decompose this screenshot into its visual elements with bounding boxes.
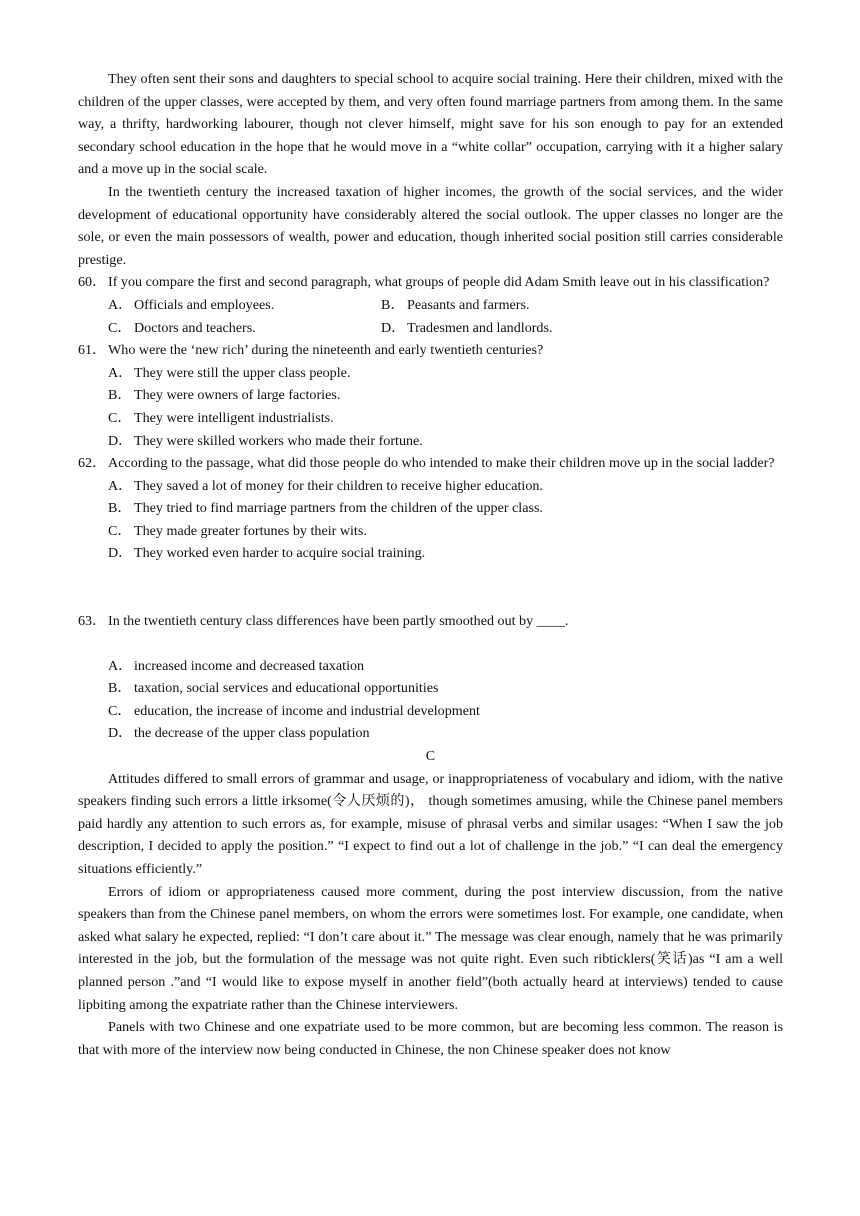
option-letter: C． <box>108 319 132 336</box>
option-text: They made greater fortunes by their wits. <box>134 522 367 539</box>
question-60 <box>78 271 783 339</box>
passage-b-paragraph: They often sent their sons and daughters to special school to acquire social training. Here their children, mixed with the children of the upper classes, were accepted by them, and very often found marriage partners from among them. In the same way, a thrifty, hardworking labourer, though not clever himself, might save for his son enough to pay for an extended secondary school education in the hope that he would move in a “white collar” occupation, carrying with it a higher salary and a move up in the social scale. <box>78 71 783 178</box>
option-letter: C． <box>108 702 132 719</box>
question-text: If you compare the first and second paragraph, what groups of people did Adam Smith leave out in his classification? <box>108 274 770 291</box>
option-letter: D． <box>108 725 133 742</box>
option-b <box>108 384 783 407</box>
option-d <box>381 317 681 340</box>
question-61 <box>78 339 783 452</box>
option-letter: B． <box>381 296 405 313</box>
option-letter: C． <box>108 522 132 539</box>
option-letter: B． <box>108 500 132 517</box>
option-text: They were owners of large factories. <box>134 387 341 404</box>
option-text: They were still the upper class people. <box>134 364 351 381</box>
section-c-paragraph: Attitudes differed to small errors of grammar and usage, or inappropriateness of vocabulary and idiom, with the native speakers finding such errors a little irksome(令人厌烦的)， though sometimes amusing, while the Chinese panel members paid hardly any attention to such errors as, for example, misuse of phrasal verbs and similar usages: “When I saw the job description, I decided to apply the position.” “I expect to find out a lot of challenge in the job.” “I can deal the emergency situations efficiently.” <box>78 770 783 877</box>
option-text: Peasants and farmers. <box>407 296 530 313</box>
option-letter: A． <box>108 364 133 381</box>
question-62 <box>78 452 783 565</box>
option-text: They worked even harder to acquire social training. <box>134 545 426 562</box>
passage-b-paragraph: In the twentieth century the increased taxation of higher incomes, the growth of the social services, and the wider development of educational opportunity have considerably altered the social outlook. The upper classes no longer are the sole, or even the main possessors of wealth, power and education, though inherited social position still carries considerable prestige. <box>78 183 783 268</box>
option-c <box>108 520 783 543</box>
question-63 <box>78 610 783 745</box>
question-text: Who were the ‘new rich’ during the nineteenth and early twentieth centuries? <box>108 342 544 359</box>
vertical-gap <box>78 633 783 655</box>
vertical-gap <box>78 565 783 610</box>
option-text: They were intelligent industrialists. <box>134 409 334 426</box>
option-letter: D． <box>381 319 406 336</box>
option-letter: D． <box>108 545 133 562</box>
option-letter: A． <box>108 296 133 313</box>
option-a <box>108 294 381 317</box>
question-number: 61． <box>78 342 107 359</box>
option-b <box>381 294 681 317</box>
option-text: education, the increase of income and industrial development <box>134 702 480 719</box>
document-page <box>78 68 783 1061</box>
option-grid <box>108 294 783 339</box>
option-text: increased income and decreased taxation <box>134 657 365 674</box>
option-text: the decrease of the upper class population <box>134 725 370 742</box>
section-heading: C <box>425 748 436 765</box>
question-stem <box>78 610 783 633</box>
option-a <box>108 362 783 385</box>
option-letter: B． <box>108 680 132 697</box>
question-stem <box>78 339 783 362</box>
option-letter: B． <box>108 387 132 404</box>
question-number: 63． <box>78 613 107 630</box>
option-c <box>108 700 783 723</box>
question-number: 62． <box>78 455 107 472</box>
question-text: According to the passage, what did those people do who intended to make their children move up in the social ladder? <box>108 455 775 472</box>
option-letter: C． <box>108 409 132 426</box>
option-a <box>108 655 783 678</box>
option-c <box>108 407 783 430</box>
option-text: They were skilled workers who made their fortune. <box>134 432 423 449</box>
option-b <box>108 677 783 700</box>
option-letter: A． <box>108 477 133 494</box>
section-c-paragraph: Panels with two Chinese and one expatriate used to be more common, but are becoming less common. The reason is that with more of the interview now being conducted in Chinese, the non Chinese speaker does not know <box>78 1019 783 1058</box>
option-c <box>108 317 381 340</box>
question-stem <box>78 452 783 475</box>
option-text: They saved a lot of money for their children to receive higher education. <box>134 477 543 494</box>
option-letter: A． <box>108 657 133 674</box>
option-d <box>108 722 783 745</box>
option-a <box>108 475 783 498</box>
option-d <box>108 542 783 565</box>
question-text: In the twentieth century class differences have been partly smoothed out by ____. <box>108 613 569 630</box>
option-b <box>108 497 783 520</box>
question-stem <box>78 271 783 294</box>
option-text: Officials and employees. <box>134 296 275 313</box>
section-c-paragraph: Errors of idiom or appropriateness caused more comment, during the post interview discussion, from the native speakers than from the Chinese panel members, on whom the errors were sometimes lost. For example, one candidate, when asked what salary he expected, replied: “I don’t care about it.” The message was clear enough, namely that he was primarily interested in the job, but the formulation of the message was not quite right. Even such ribticklers(笑话)as “I am a well planned person .”and “I would like to expose myself in another field”(both actually heard at interviews) tended to cause lipbiting among the expatriate rather than the Chinese interviewers. <box>78 883 783 1013</box>
question-number: 60． <box>78 274 107 291</box>
option-text: They tried to find marriage partners from the children of the upper class. <box>134 500 543 517</box>
option-d <box>108 430 783 453</box>
option-text: taxation, social services and educational opportunities <box>134 680 439 697</box>
option-text: Tradesmen and landlords. <box>407 319 553 336</box>
option-letter: D． <box>108 432 133 449</box>
option-text: Doctors and teachers. <box>134 319 256 336</box>
